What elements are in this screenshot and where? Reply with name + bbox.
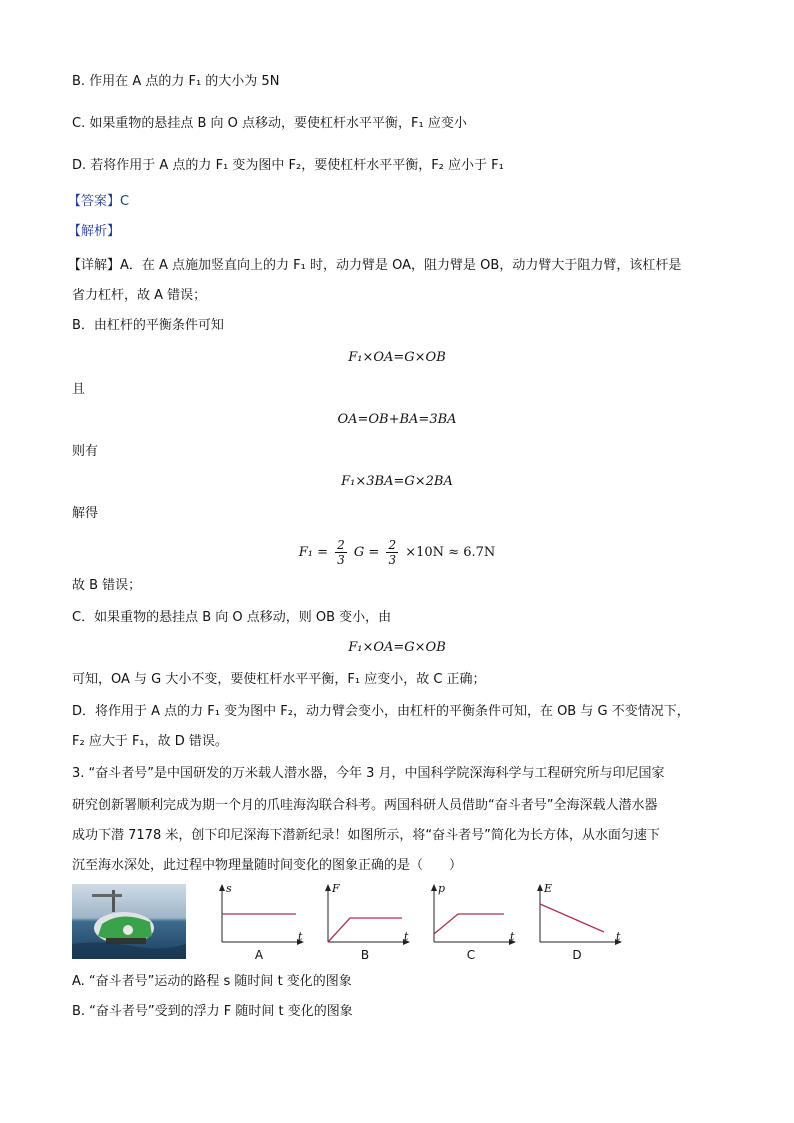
analysis-tag: 【解析】: [68, 224, 121, 239]
then-text: 则有: [72, 444, 99, 459]
graph-b-xlabel: t: [404, 930, 409, 943]
graph-c: [426, 884, 516, 946]
option-d: D. 若将作用于 A 点的力 F₁ 变为图中 F₂，要使杠杆水平平衡，F₂ 应小于 F₁: [72, 158, 504, 173]
question-3-line-3: 成功下潜 7178 米，创下印尼深海下潜新纪录！如图所示，将“奋斗者号”简化为长方体，从水面匀速下: [72, 828, 660, 843]
graph-d-xlabel: t: [616, 930, 621, 943]
solve-text: 解得: [72, 506, 99, 521]
b-intro: B．由杠杆的平衡条件可知: [72, 318, 224, 333]
c-line-1: C．如果重物的悬挂点 B 向 O 点移动，则 OB 变小，由: [72, 610, 392, 625]
graph-d: [532, 884, 622, 946]
detail-line-2: 省力杠杆，故 A 错误；: [72, 288, 207, 303]
graph-d-ylabel: E: [544, 882, 553, 895]
question-3-line-4: 沉至海水深处，此过程中物理量随时间变化的图象正确的是（ ）: [72, 858, 463, 873]
and-text: 且: [72, 382, 86, 397]
detail-line-1: 【详解】A．在 A 点施加竖直向上的力 F₁ 时，动力臂是 OA，阻力臂是 OB，动力臂大于阻力臂，该杠杆是: [68, 258, 682, 273]
graph-c-curve: [434, 914, 504, 934]
d-line-2: F₂ 应大于 F₁，故 D 错误。: [72, 734, 228, 749]
graph-c-caption: C: [466, 948, 476, 962]
option-b: B. 作用在 A 点的力 F₁ 的大小为 5N: [72, 74, 280, 89]
submersible-photo: [72, 884, 186, 959]
graph-a: [214, 884, 304, 946]
graph-d-curve: [540, 904, 604, 932]
graph-a-caption: A: [254, 948, 264, 962]
graph-a-ylabel: s: [226, 882, 232, 895]
graph-c-ylabel: p: [438, 882, 446, 895]
graph-b-ylabel: F: [332, 882, 340, 895]
graph-b: [320, 884, 410, 946]
fraction-2: $\frac{2}{3}$: [388, 538, 397, 567]
equation-1: F₁×OA=G×OB: [348, 350, 446, 365]
b-wrong: 故 B 错误；: [72, 578, 142, 593]
graph-b-caption: B: [360, 948, 370, 962]
equation-5: F₁×OA=G×OB: [348, 640, 446, 655]
option-c: C. 如果重物的悬挂点 B 向 O 点移动，要使杠杆水平平衡，F₁ 应变小: [72, 116, 467, 131]
question-3-line-1: 3. “奋斗者号”是中国研发的万米载人潜水器，今年 3 月，中国科学院深海科学与工程研究所与印尼国家: [72, 766, 665, 781]
d-line-1: D．将作用于 A 点的力 F₁ 变为图中 F₂，动力臂会变小，由杠杆的平衡条件可知，在 OB 与 G 不变情况下，: [72, 704, 690, 719]
equation-3: F₁×3BA=G×2BA: [341, 474, 453, 489]
question-3-option-b: B. “奋斗者号”受到的浮力 F 随时间 t 变化的图象: [72, 1004, 353, 1019]
graph-d-caption: D: [572, 948, 582, 962]
graph-b-curve: [328, 918, 402, 942]
equation-2: OA=OB+BA=3BA: [337, 412, 457, 427]
graph-c-xlabel: t: [510, 930, 515, 943]
answer-tag: 【答案】C: [68, 194, 130, 209]
c-line-2: 可知，OA 与 G 大小不变，要使杠杆水平平衡，F₁ 应变小，故 C 正确；: [72, 672, 486, 687]
graph-a-xlabel: t: [298, 930, 303, 943]
fraction-1: $\frac{2}{3}$: [337, 538, 345, 567]
question-3-option-a: A. “奋斗者号”运动的路程 s 随时间 t 变化的图象: [72, 974, 352, 989]
equation-4: F₁ = $\frac{2}{3}$ G = $\frac{2}{3}$ ×10N ≈ 6.7N: [298, 538, 496, 567]
question-3-line-2: 研究创新署顺利完成为期一个月的爪哇海沟联合科考。两国科研人员借助“奋斗者号”全海深载人潜水器: [72, 798, 658, 813]
